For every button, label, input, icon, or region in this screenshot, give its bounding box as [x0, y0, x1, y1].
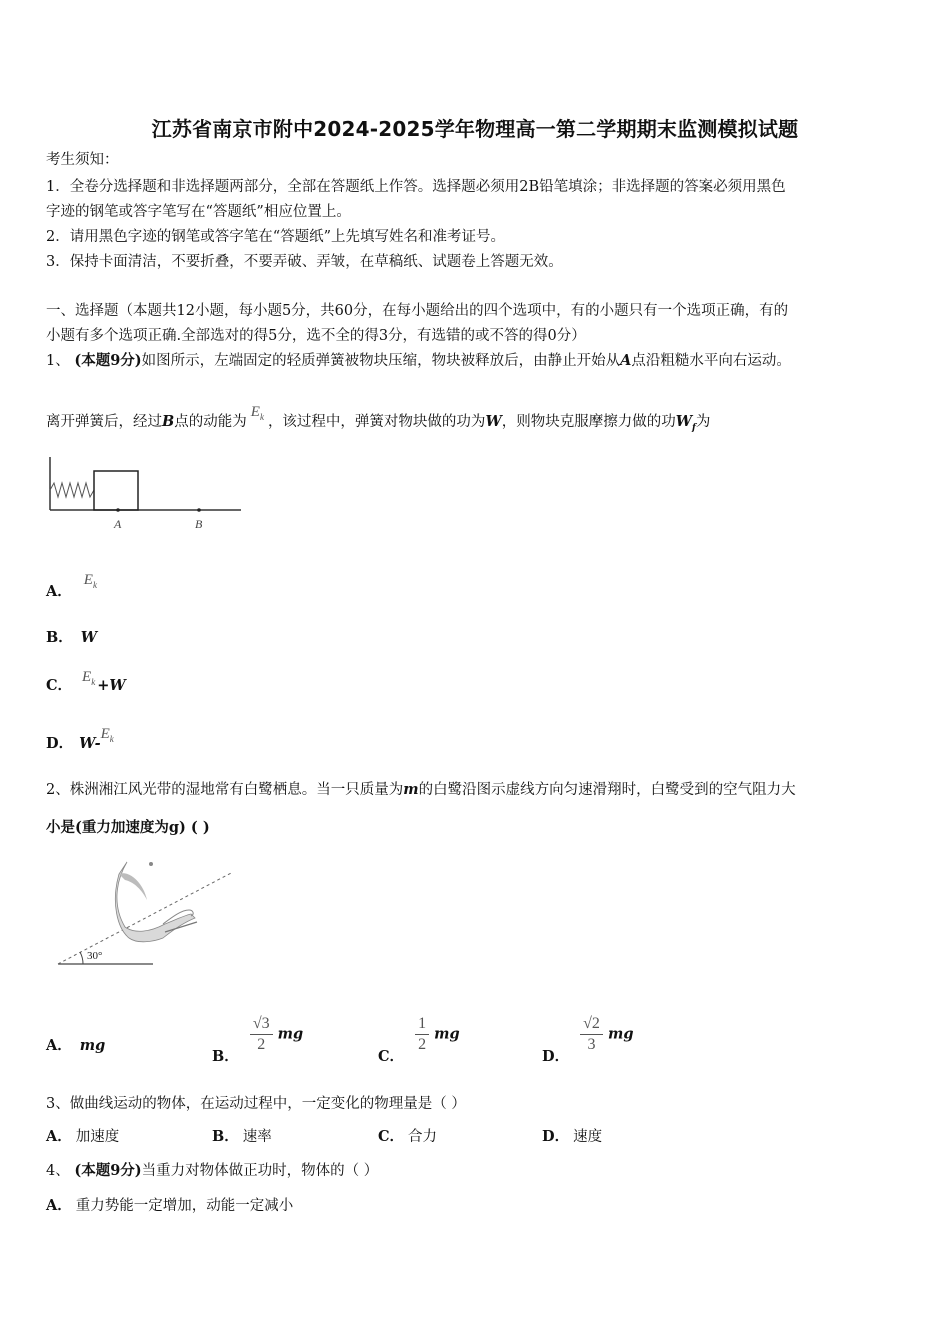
page-title: 江苏省南京市附中2024-2025学年物理高一第二学期期末监测模拟试题: [151, 117, 799, 141]
notice-item-3: 3．保持卡面清洁，不要折叠，不要弄破、弄皱，在草稿纸、试题卷上答题无效。: [46, 254, 563, 270]
q1-line2-d: ，则物块克服摩擦力做的功: [501, 414, 676, 430]
q2-option-a[interactable]: [46, 1036, 105, 1056]
section-heading-line1: 一、选择题（本题共12小题，每小题5分，共60分，在每小题给出的四个选项中，有的小题只有一个选项正确，有的: [46, 303, 789, 319]
q3-option-d[interactable]: [542, 1127, 602, 1147]
q1-option-d[interactable]: [46, 726, 114, 759]
q2-m: m: [403, 781, 419, 798]
angle-label: 30°: [87, 950, 103, 962]
ek-letter: E: [83, 572, 93, 588]
q1-stem-line2: [46, 404, 711, 438]
q1-option-a[interactable]: [46, 572, 97, 607]
q2-option-d[interactable]: [542, 1014, 634, 1065]
point-b-dot: [197, 508, 201, 512]
option-label: A．: [46, 1128, 72, 1145]
q1-text-b: 点沿粗糙水平向右运动。: [631, 353, 791, 369]
q4-stem: [46, 1161, 378, 1181]
fraction-numerator: √2: [580, 1014, 603, 1035]
q3-option-b[interactable]: [212, 1127, 272, 1147]
option-label: C．: [46, 677, 73, 694]
option-text: +W: [97, 677, 126, 694]
option-label: D．: [542, 1047, 570, 1065]
option-text: W-: [79, 735, 101, 752]
q3-stem: 3、做曲线运动的物体，在运动过程中，一定变化的物理量是（ ）: [46, 1096, 466, 1112]
option-label: D．: [46, 735, 74, 752]
option-text: mg: [607, 1025, 634, 1043]
option-text: 速度: [573, 1129, 603, 1145]
q2-line1: 株洲湘江风光带的湿地常有白鹭栖息。当一只质量为: [69, 782, 404, 798]
point-a-dot: [116, 508, 120, 512]
ek-subscript: k: [259, 412, 264, 422]
fraction-numerator: 1: [415, 1014, 429, 1035]
q2-egret-figure: [55, 852, 255, 972]
q2-number: 2、: [46, 782, 70, 798]
option-text: 速率: [242, 1129, 272, 1145]
ek-letter: E: [82, 669, 92, 685]
q1-text-a: 如图所示，左端固定的轻质弹簧被物块压缩，物块被释放后，由静止开始从: [141, 353, 621, 369]
angle-arc: [80, 952, 83, 964]
q3-option-c[interactable]: [378, 1127, 437, 1147]
option-text: W: [80, 629, 98, 646]
q1-option-c[interactable]: [46, 669, 126, 701]
point-b-label: B: [195, 517, 203, 531]
q1-score: (本题9分): [74, 352, 142, 369]
q1-line2-c: ，该过程中，弹簧对物块做的功为: [267, 414, 486, 430]
glide-path-dashed: [58, 872, 233, 964]
q2-stem-line1: [46, 780, 796, 800]
q1-wf: [675, 413, 696, 433]
q1-number: 1、: [46, 353, 70, 369]
point-a-label: A: [114, 517, 122, 531]
option-c-fraction: [415, 1014, 429, 1055]
q1-stem-line1: [46, 351, 791, 371]
wf-subscript: f: [692, 422, 696, 433]
option-text: 重力势能一定增加，动能一定减小: [75, 1198, 294, 1214]
section-heading-line2: 小题有多个选项正确.全部选对的得5分，选不全的得3分，有选错的或不答的得0分）: [46, 328, 586, 344]
q2-stem-line2: 小是(重力加速度为g) ( ): [46, 819, 210, 836]
q1-spring-block-figure: [46, 455, 246, 535]
option-d-ek: [101, 726, 114, 742]
option-label: B．: [212, 1047, 239, 1065]
option-label: C．: [378, 1128, 405, 1145]
notice-item-2: 2．请用黑色字迹的钢笔或答字笔在“答题纸”上先填写姓名和准考证号。: [46, 229, 506, 245]
option-label: C．: [378, 1047, 405, 1065]
ek-subscript: k: [109, 734, 114, 744]
q4-score: (本题9分): [74, 1162, 142, 1179]
wf-letter: W: [675, 413, 693, 430]
q1-point-a: A: [620, 352, 632, 369]
q2-line1-b: 的白鹭沿图示虚线方向匀速滑翔时，白鹭受到的空气阻力大: [418, 782, 796, 798]
fraction-denominator: 3: [587, 1036, 596, 1053]
fraction-numerator: √3: [250, 1014, 273, 1035]
q1-line2-a: 离开弹簧后，经过: [46, 414, 162, 430]
ek-subscript: k: [91, 677, 96, 687]
option-label: A．: [46, 1037, 72, 1054]
ek-letter: E: [250, 404, 260, 420]
option-d-fraction: [580, 1014, 603, 1055]
ek-subscript: k: [92, 580, 97, 590]
notice-heading: 考生须知：: [46, 152, 119, 168]
q4-stem-text: 当重力对物体做正功时，物体的（ ）: [141, 1163, 379, 1179]
option-text: 加速度: [75, 1129, 120, 1145]
q2-option-b[interactable]: [212, 1014, 304, 1065]
option-text: mg: [277, 1025, 304, 1043]
fraction-denominator: 2: [418, 1036, 427, 1053]
notice-item-1: 1．全卷分选择题和非选择题两部分，全部在答题纸上作答。选择题必须用2B铅笔填涂；非选择题的答案必须用黑色: [46, 179, 786, 195]
block: [94, 471, 138, 510]
option-text: mg: [79, 1037, 106, 1054]
option-label: A．: [46, 1197, 72, 1214]
ek-letter: E: [100, 726, 110, 742]
q3-option-a[interactable]: [46, 1127, 119, 1147]
notice-item-1-cont: 字迹的钢笔或答字笔写在“答题纸”相应位置上。: [46, 204, 351, 220]
q1-line2-e: 为: [695, 414, 711, 430]
option-label: D．: [542, 1128, 570, 1145]
option-b-fraction: [250, 1014, 273, 1055]
q1-point-b: B: [162, 413, 175, 430]
option-c-ek: [82, 669, 95, 685]
spring: [50, 483, 94, 497]
q1-w: W: [485, 413, 502, 430]
q1-option-b[interactable]: [46, 628, 97, 648]
option-text: 合力: [408, 1129, 438, 1145]
egret-icon: [115, 862, 197, 942]
option-label: A．: [46, 583, 72, 600]
option-label: B．: [212, 1128, 239, 1145]
fraction-denominator: 2: [257, 1036, 266, 1053]
q4-number: 4、: [46, 1163, 70, 1179]
q4-option-a[interactable]: [46, 1196, 293, 1216]
option-text: mg: [434, 1025, 460, 1043]
q1-ek-symbol: [251, 404, 264, 420]
option-label: B．: [46, 629, 73, 646]
q1-line2-b: 点的动能为: [174, 414, 247, 430]
q2-option-c[interactable]: [378, 1014, 460, 1065]
option-a-ek: [84, 572, 97, 588]
